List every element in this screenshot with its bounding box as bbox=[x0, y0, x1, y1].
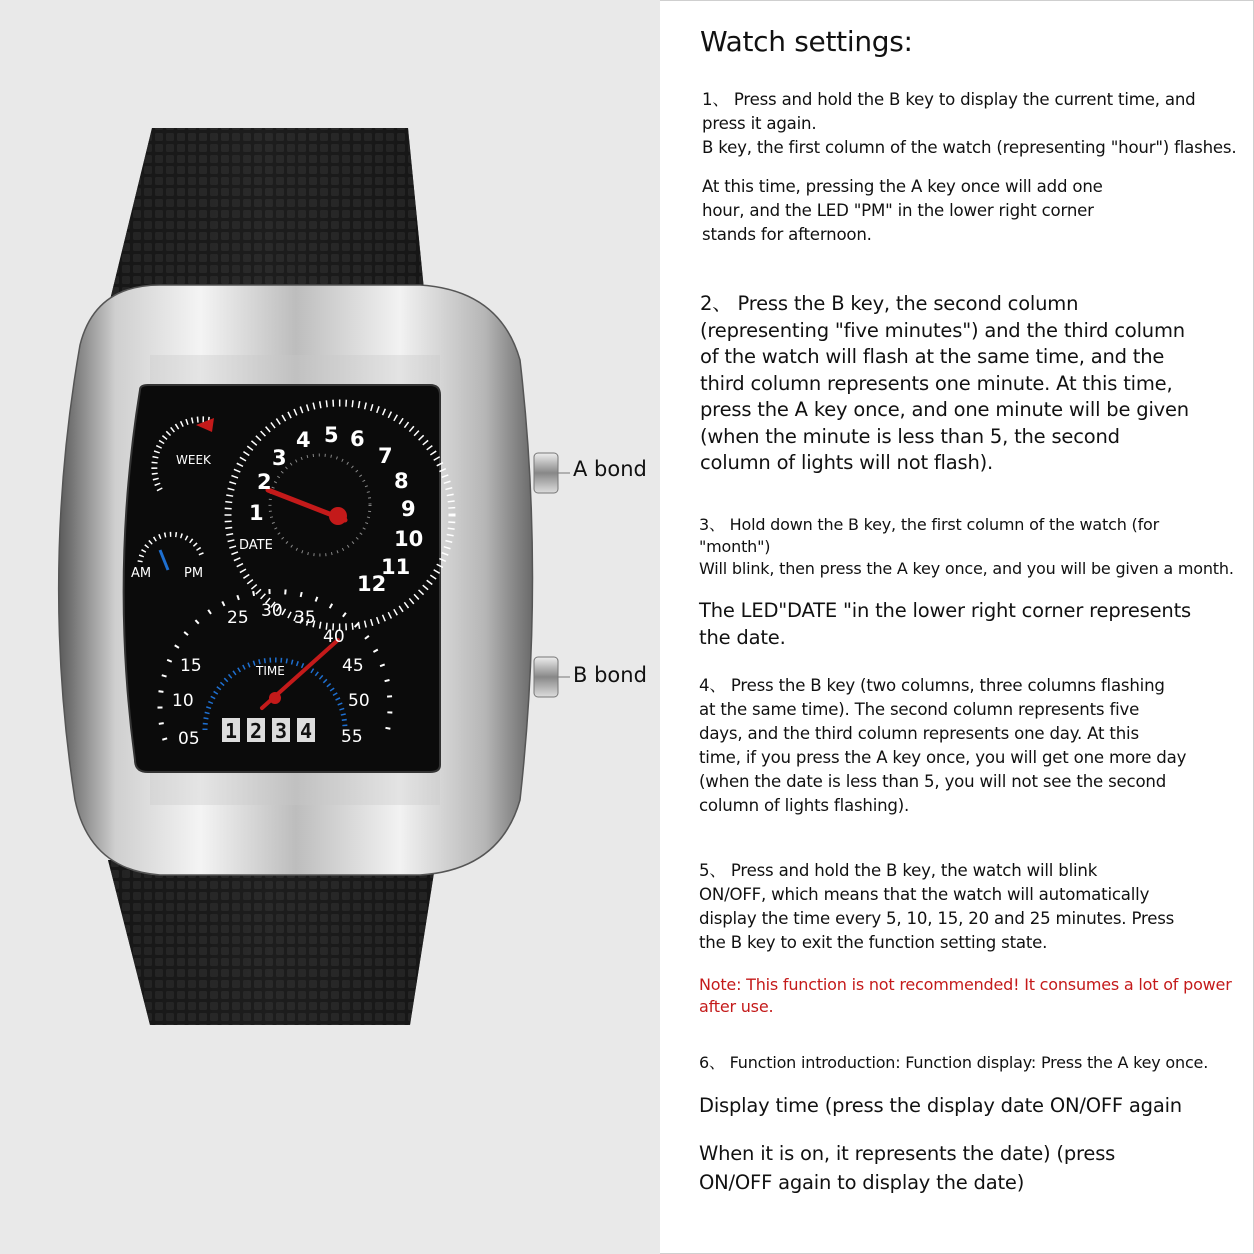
step-1-text: 1、 Press and hold the B key to display the current time, and press it again. B key, the first column of the watch (representing "hour") flashes. bbox=[702, 90, 1237, 157]
hour-number-11: 11 bbox=[381, 555, 411, 579]
lower-strap bbox=[108, 860, 436, 1025]
step-6-display-date: When it is on, it represents the date) (press ON/OFF again to display the date) bbox=[699, 1142, 1116, 1194]
step-6-display-time: Display time (press the display date ON/OFF again bbox=[699, 1094, 1182, 1117]
pm-label: PM bbox=[184, 566, 204, 581]
b-button-callout: B bond bbox=[573, 663, 647, 687]
minute-scale-45: 45 bbox=[342, 656, 364, 676]
date-label: DATE bbox=[239, 538, 273, 553]
hour-number-6: 6 bbox=[350, 427, 365, 451]
led-digit-1: 1 bbox=[225, 719, 238, 743]
minute-scale-15: 15 bbox=[180, 656, 202, 676]
minute-scale-35: 35 bbox=[294, 608, 316, 628]
minute-scale-55: 55 bbox=[341, 727, 363, 747]
step-3-detail: The LED"DATE "in the lower right corner represents the date. bbox=[699, 599, 1192, 649]
minute-scale-50: 50 bbox=[348, 691, 370, 711]
hour-number-4: 4 bbox=[296, 428, 311, 452]
hour-number-12: 12 bbox=[357, 572, 387, 596]
power-warning-note: Note: This function is not recommended! It consumes a lot of power after use. bbox=[699, 975, 1232, 1016]
minute-scale-25: 25 bbox=[227, 608, 249, 628]
minute-scale-10: 10 bbox=[172, 691, 194, 711]
led-digit-4: 4 bbox=[300, 719, 313, 743]
hour-number-1: 1 bbox=[249, 501, 264, 525]
b-button bbox=[534, 657, 558, 697]
hour-number-7: 7 bbox=[378, 444, 393, 468]
step-5-text: 5、 Press and hold the B key, the watch will blink ON/OFF, which means that the watch will automatically display the time every 5, 10, 15, 20 and 25 minutes. Press the B key to exit the function setting state. bbox=[699, 861, 1175, 952]
upper-strap bbox=[110, 128, 425, 300]
minute-scale-30: 30 bbox=[261, 601, 283, 621]
step-1-detail: At this time, pressing the A key once will add one hour, and the LED "PM" in the lower right corner stands for afternoon. bbox=[702, 177, 1103, 244]
hour-number-8: 8 bbox=[394, 469, 409, 493]
a-button bbox=[534, 453, 558, 493]
hour-number-5: 5 bbox=[324, 423, 339, 447]
step-4-text: 4、 Press the B key (two columns, three columns flashing at the same time). The second column represents five days, and the third column represents one day. At this time, if you press the A key once, you will get one more day (when the date is less than 5, you will not see the second column of lights flashing). bbox=[699, 676, 1187, 815]
page-title: Watch settings: bbox=[700, 25, 913, 58]
led-digit-2: 2 bbox=[250, 719, 263, 743]
step-6-text: 6、 Function introduction: Function display: Press the A key once. bbox=[699, 1053, 1209, 1072]
minute-scale-05: 05 bbox=[178, 729, 200, 749]
hour-number-9: 9 bbox=[401, 497, 416, 521]
week-label: WEEK bbox=[176, 453, 211, 467]
led-digit-3: 3 bbox=[275, 719, 288, 743]
am-label: AM bbox=[131, 566, 152, 581]
hour-number-10: 10 bbox=[394, 527, 424, 551]
step-2-text: 2、 Press the B key, the second column (representing "five minutes") and the third column of the watch will flash at the same time, and the third column represents one minute. At this time, press the A key once, and one minute will be given (when the minute is less than 5, the second column of lights will not flash). bbox=[700, 292, 1189, 474]
step-3-text: 3、 Hold down the B key, the first column of the watch (for "month") Will blink, then press the A key once, and you will be given a month. bbox=[699, 515, 1234, 578]
minute-scale-40: 40 bbox=[323, 627, 345, 647]
a-button-callout: A bond bbox=[573, 457, 647, 481]
time-label: TIME bbox=[256, 664, 285, 678]
hour-number-3: 3 bbox=[272, 446, 287, 470]
hour-number-2: 2 bbox=[257, 470, 272, 494]
